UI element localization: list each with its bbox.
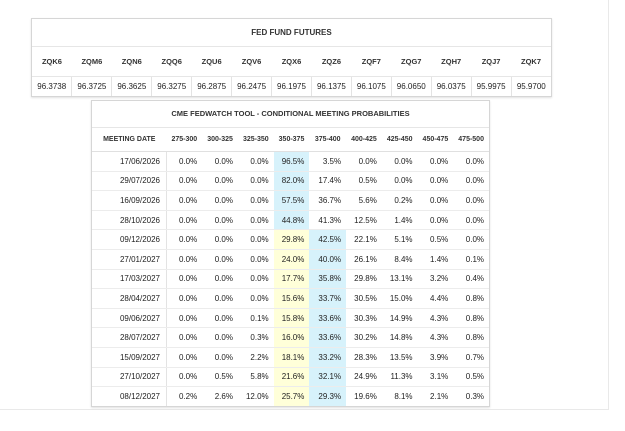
probability-cell: 28.3% (346, 347, 382, 367)
futures-column-header: ZQV6 (232, 47, 272, 77)
futures-price-cell: 95.9700 (516, 82, 546, 91)
probability-cell: 0.0% (167, 289, 203, 309)
fed-fund-futures-title: FED FUND FUTURES (32, 19, 551, 47)
rate-range-header: 375-400 (309, 128, 346, 152)
table-row (92, 269, 489, 289)
probability-cell: 0.0% (202, 289, 238, 309)
probability-cell: 0.0% (238, 191, 274, 211)
probability-cell: 0.0% (238, 269, 274, 289)
futures-price-cell: 96.2875 (192, 77, 232, 97)
probability-cell: 36.7% (309, 191, 346, 211)
probability-cell: 0.0% (202, 152, 238, 172)
probability-cell: 2.1% (430, 391, 449, 401)
probability-cell: 57.5% (274, 191, 310, 211)
probability-cell: 0.0% (238, 289, 274, 309)
probability-cell: 25.7% (274, 387, 310, 406)
probability-cell: 15.0% (382, 289, 418, 309)
probability-cell: 0.0% (167, 191, 203, 211)
probability-cell: 0.0% (418, 210, 454, 230)
futures-column-header: ZQM6 (72, 47, 112, 77)
probability-cell: 0.0% (202, 230, 238, 250)
probability-cell: 5.8% (238, 367, 274, 387)
probability-cell: 0.2% (382, 191, 418, 211)
table-row (92, 328, 489, 348)
probability-cell: 0.0% (382, 171, 418, 191)
probability-cell: 24.0% (274, 249, 310, 269)
futures-column-header: ZQH7 (431, 47, 471, 77)
futures-header-row (32, 47, 551, 77)
probability-cell: 3.9% (418, 347, 454, 367)
probability-cell: 1.4% (382, 210, 418, 230)
probability-cell: 4.4% (418, 289, 454, 309)
probability-cell: 0.0% (202, 308, 238, 328)
probability-cell: 29.3% (309, 387, 346, 406)
table-row (92, 387, 489, 406)
futures-column-header: ZQG7 (391, 47, 431, 77)
probability-cell: 30.2% (346, 328, 382, 348)
meeting-date-cell: 08/12/2027 (92, 387, 167, 406)
probability-cell: 33.6% (309, 308, 346, 328)
probability-cell: 0.0% (453, 210, 489, 230)
probability-cell: 0.5% (453, 367, 489, 387)
probability-cell: 33.7% (309, 289, 346, 309)
probability-cell: 0.1% (453, 249, 489, 269)
probability-cell: 5.6% (346, 191, 382, 211)
table-row (92, 152, 489, 172)
probability-cell: 40.0% (309, 249, 346, 269)
meeting-date-cell: 17/03/2027 (92, 269, 167, 289)
table-row (92, 347, 489, 367)
probability-cell: 0.7% (453, 347, 489, 367)
probability-cell: 35.8% (309, 269, 346, 289)
futures-column-header: ZQF7 (351, 47, 391, 77)
probability-cell: 14.8% (382, 328, 418, 348)
rate-range-header: 400-425 (346, 128, 382, 152)
probability-cell: 4.3% (418, 328, 454, 348)
table-row (92, 210, 489, 230)
futures-column-header: ZQK7 (511, 47, 551, 77)
probability-cell: 15.6% (274, 289, 310, 309)
probability-cell: 8.1% (394, 391, 413, 401)
probability-cell: 2.2% (238, 347, 274, 367)
fedwatch-header-row (92, 128, 489, 152)
meeting-date-cell: 15/09/2027 (92, 347, 167, 367)
meeting-date-cell: 09/12/2026 (92, 230, 167, 250)
probability-cell: 33.6% (309, 328, 346, 348)
meeting-date-cell: 27/10/2027 (92, 367, 167, 387)
futures-values-row (32, 77, 551, 97)
probability-cell: 1.4% (418, 249, 454, 269)
probability-cell: 26.1% (346, 249, 382, 269)
probability-cell: 0.0% (167, 308, 203, 328)
probability-cell: 0.0% (202, 269, 238, 289)
probability-cell: 0.0% (238, 210, 274, 230)
futures-price-cell: 96.2475 (232, 77, 272, 97)
meeting-date-cell: 09/06/2027 (92, 308, 167, 328)
futures-price-cell: 96.1975 (272, 77, 312, 97)
table-row (92, 191, 489, 211)
probability-cell: 0.8% (453, 328, 489, 348)
probability-cell: 0.0% (167, 210, 203, 230)
futures-price-cell: 96.1075 (351, 77, 391, 97)
probability-cell: 0.0% (167, 171, 203, 191)
table-row (92, 289, 489, 309)
probability-cell: 0.5% (418, 230, 454, 250)
probability-cell: 0.0% (167, 269, 203, 289)
probability-cell: 13.5% (382, 347, 418, 367)
meeting-date-cell: 16/09/2026 (92, 191, 167, 211)
probability-cell: 11.3% (382, 367, 418, 387)
probability-cell: 0.0% (346, 152, 382, 172)
probability-cell: 18.1% (274, 347, 310, 367)
probability-cell: 3.1% (418, 367, 454, 387)
probability-cell: 0.0% (418, 191, 454, 211)
meeting-date-cell: 28/10/2026 (92, 210, 167, 230)
probability-cell: 0.0% (167, 152, 203, 172)
probability-cell: 8.4% (382, 249, 418, 269)
probability-cell: 0.0% (167, 230, 203, 250)
probability-cell: 0.0% (202, 191, 238, 211)
probability-cell: 0.0% (202, 347, 238, 367)
frame-divider-vertical (608, 0, 609, 410)
probability-cell: 0.8% (453, 289, 489, 309)
meeting-date-cell: 29/07/2026 (92, 171, 167, 191)
probability-cell: 0.0% (453, 230, 489, 250)
table-row (92, 367, 489, 387)
futures-column-header: ZQX6 (272, 47, 312, 77)
probability-cell: 0.0% (167, 367, 203, 387)
probability-cell: 0.0% (418, 171, 454, 191)
probability-cell: 0.0% (238, 152, 274, 172)
probability-cell: 82.0% (274, 171, 310, 191)
futures-price-cell: 95.9975 (471, 77, 511, 97)
fedwatch-table-body (92, 152, 489, 406)
table-row (92, 308, 489, 328)
probability-cell: 32.1% (309, 367, 346, 387)
probability-cell: 0.0% (382, 152, 418, 172)
probability-cell: 17.7% (274, 269, 310, 289)
probability-cell: 21.6% (274, 367, 310, 387)
futures-price-cell: 96.0375 (431, 77, 471, 97)
probability-cell: 0.0% (238, 171, 274, 191)
probability-cell: 2.6% (214, 391, 233, 401)
probability-cell: 19.6% (354, 391, 377, 401)
futures-price-cell: 96.3275 (152, 77, 192, 97)
probability-cell: 12.5% (346, 210, 382, 230)
meeting-date-cell: 28/04/2027 (92, 289, 167, 309)
probability-cell: 29.8% (274, 230, 310, 250)
probability-cell: 14.9% (382, 308, 418, 328)
rate-range-header: 475-500 (453, 128, 489, 152)
probability-cell: 0.1% (238, 308, 274, 328)
futures-price-cell: 96.1375 (311, 77, 351, 97)
fedwatch-panel (91, 100, 490, 407)
probability-cell: 0.0% (167, 328, 203, 348)
probability-cell: 0.0% (453, 171, 489, 191)
futures-price-cell: 96.3625 (112, 77, 152, 97)
probability-cell: 3.5% (309, 152, 346, 172)
futures-column-header: ZQQ6 (152, 47, 192, 77)
probability-cell: 0.3% (238, 328, 274, 348)
probability-cell: 0.0% (418, 152, 454, 172)
fedwatch-table (92, 128, 489, 406)
futures-price-cell: 96.0650 (391, 77, 431, 97)
futures-column-header: ZQJ7 (471, 47, 511, 77)
probability-cell: 22.1% (346, 230, 382, 250)
futures-price-cell: 96.3738 (32, 77, 72, 97)
probability-cell: 0.8% (453, 308, 489, 328)
rate-range-header: 350-375 (274, 128, 310, 152)
probability-cell: 0.5% (202, 367, 238, 387)
probability-cell: 30.5% (346, 289, 382, 309)
probability-cell: 13.1% (382, 269, 418, 289)
probability-cell: 0.0% (202, 171, 238, 191)
fedwatch-title: CME FEDWATCH TOOL - CONDITIONAL MEETING PROBABILITIES (92, 101, 489, 128)
probability-cell: 0.4% (453, 269, 489, 289)
meeting-date-cell: 17/06/2026 (92, 152, 167, 172)
probability-cell: 29.8% (346, 269, 382, 289)
frame-divider-horizontal (0, 409, 609, 410)
probability-cell: 96.5% (274, 152, 310, 172)
probability-cell: 24.9% (346, 367, 382, 387)
probability-cell: 0.5% (346, 171, 382, 191)
rate-range-header: 450-475 (418, 128, 454, 152)
probability-cell: 4.3% (418, 308, 454, 328)
probability-cell: 16.0% (274, 328, 310, 348)
probability-cell: 0.0% (167, 249, 203, 269)
probability-cell: 0.2% (178, 391, 198, 401)
rate-range-header: 325-350 (238, 128, 274, 152)
futures-price-cell: 96.3725 (72, 77, 112, 97)
probability-cell: 0.0% (453, 191, 489, 211)
probability-cell: 3.2% (418, 269, 454, 289)
table-row (92, 171, 489, 191)
probability-cell: 15.8% (274, 308, 310, 328)
probability-cell: 12.0% (245, 391, 269, 401)
probability-cell: 0.0% (202, 328, 238, 348)
table-row (92, 249, 489, 269)
probability-cell: 0.0% (167, 347, 203, 367)
probability-cell: 0.3% (465, 391, 484, 401)
table-row (92, 230, 489, 250)
probability-cell: 17.4% (309, 171, 346, 191)
probability-cell: 41.3% (309, 210, 346, 230)
futures-column-header: ZQU6 (192, 47, 232, 77)
probability-cell: 0.0% (238, 249, 274, 269)
probability-cell: 30.3% (346, 308, 382, 328)
probability-cell: 44.8% (274, 210, 310, 230)
rate-range-header: 275-300 (167, 128, 203, 152)
fed-fund-futures-table (32, 47, 551, 96)
rate-range-header: 425-450 (382, 128, 418, 152)
futures-column-header: ZQN6 (112, 47, 152, 77)
probability-cell: 42.5% (309, 230, 346, 250)
meeting-date-header: MEETING DATE (92, 128, 167, 152)
futures-column-header: ZQK6 (32, 47, 72, 77)
probability-cell: 33.2% (309, 347, 346, 367)
probability-cell: 0.0% (202, 249, 238, 269)
probability-cell: 0.0% (453, 152, 489, 172)
probability-cell: 0.0% (238, 230, 274, 250)
probability-cell: 0.0% (202, 210, 238, 230)
probability-cell: 5.1% (382, 230, 418, 250)
meeting-date-cell: 27/01/2027 (92, 249, 167, 269)
rate-range-header: 300-325 (202, 128, 238, 152)
meeting-date-cell: 28/07/2027 (92, 328, 167, 348)
futures-column-header: ZQZ6 (311, 47, 351, 77)
fed-fund-futures-panel (31, 18, 552, 97)
